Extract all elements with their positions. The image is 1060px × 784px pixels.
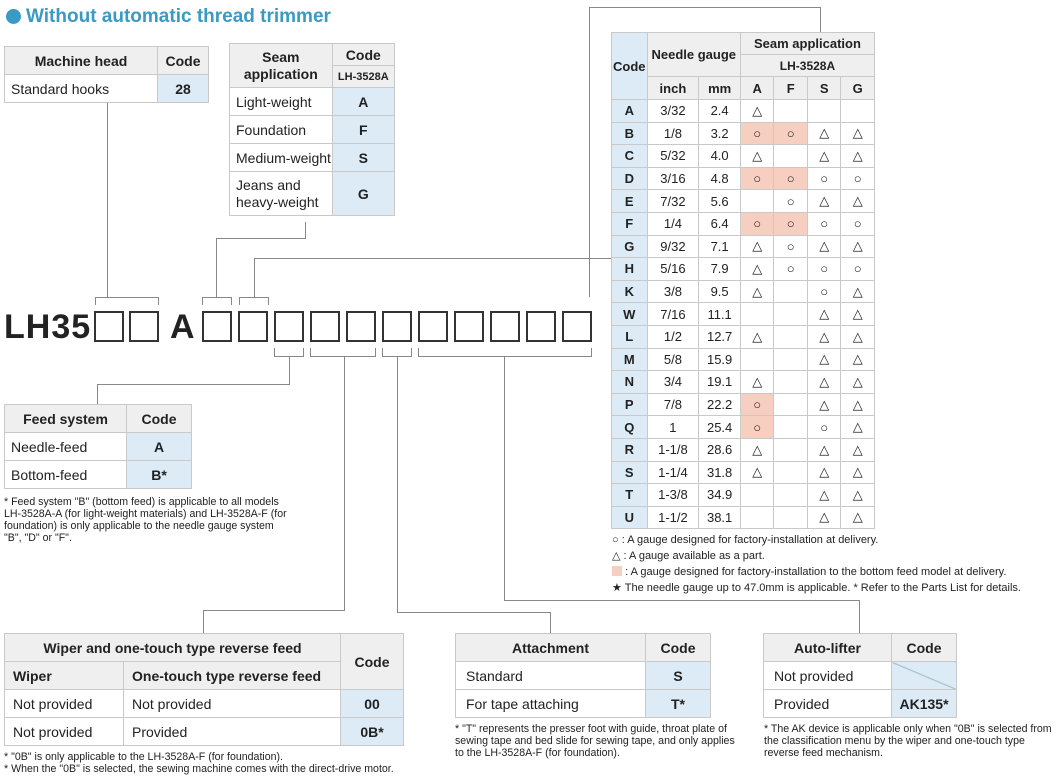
legend-text: : A gauge designed for factory-installation at delivery.: [621, 534, 879, 546]
gauge-mark-A: [740, 190, 774, 213]
gauge-mark-G: △: [841, 348, 875, 371]
gauge-row: [612, 100, 875, 123]
gauge-mark-A: ○: [740, 167, 774, 190]
connector: [158, 297, 159, 305]
gauge-mark-F: ○: [774, 167, 808, 190]
gauge-mark-F: ○: [774, 258, 808, 281]
gauge-mark-A: △: [740, 438, 774, 461]
machine-head-header: Machine head: [5, 47, 158, 75]
gauge-mark-S: △: [807, 303, 841, 326]
gauge-mm: 25.4: [699, 416, 741, 439]
code-box: [274, 311, 304, 342]
connector: [504, 600, 860, 601]
autolifter-label: Not provided: [764, 662, 892, 690]
attachment-header: Attachment: [456, 634, 646, 662]
gauge-row: [612, 145, 875, 168]
gauge-inch: 1: [647, 416, 699, 439]
gauge-row: [612, 416, 875, 439]
gauge-code: D: [612, 167, 648, 190]
gauge-mark-S: △: [807, 190, 841, 213]
connector: [203, 610, 345, 611]
seam-code: G: [332, 172, 394, 216]
gauge-mark-G: △: [841, 461, 875, 484]
feed-label: Needle-feed: [5, 433, 127, 461]
bullet-icon: [6, 9, 21, 24]
seam-code: A: [332, 88, 394, 116]
connector: [216, 238, 217, 297]
unit-mm: mm: [699, 77, 741, 100]
gauge-mm: 6.4: [699, 212, 741, 235]
gauge-mm: 31.8: [699, 461, 741, 484]
gauge-mark-G: △: [841, 438, 875, 461]
gauge-mark-S: ○: [807, 416, 841, 439]
gauge-mark-S: △: [807, 393, 841, 416]
gauge-mm: 19.1: [699, 371, 741, 394]
wiper-note: * "0B" is only applicable to the LH-3528A-F (for foundation).: [4, 751, 283, 763]
gauge-mm: 34.9: [699, 484, 741, 507]
gauge-code: H: [612, 258, 648, 281]
gauge-mark-S: [807, 100, 841, 123]
connector: [202, 297, 203, 305]
gauge-mark-S: ○: [807, 212, 841, 235]
legend-item: [612, 564, 1052, 580]
wiper-col: Wiper: [5, 662, 124, 690]
seam-code: S: [332, 144, 394, 172]
gauge-mark-S: △: [807, 438, 841, 461]
gauge-inch: 7/8: [647, 393, 699, 416]
seam-label: Medium-weight: [230, 144, 333, 172]
gauge-mark-S: △: [807, 461, 841, 484]
connector: [411, 348, 412, 356]
gauge-mm: 12.7: [699, 325, 741, 348]
gauge-code: Q: [612, 416, 648, 439]
gauge-mark-S: △: [807, 145, 841, 168]
page-title: [6, 6, 331, 28]
connector: [239, 297, 240, 305]
gauge-mark-A: ○: [740, 212, 774, 235]
gauge-inch: 1-1/4: [647, 461, 699, 484]
gauge-mark-F: [774, 416, 808, 439]
code-header: Code: [127, 405, 192, 433]
code-header: Code: [341, 634, 404, 690]
attachment-label: For tape attaching: [456, 690, 646, 718]
autolifter-code-empty: [892, 662, 957, 690]
feed-code: B*: [127, 461, 192, 489]
gauge-code: M: [612, 348, 648, 371]
gauge-mark-G: △: [841, 122, 875, 145]
gauge-mark-A: [740, 303, 774, 326]
gauge-code: T: [612, 484, 648, 507]
gauge-code: G: [612, 235, 648, 258]
gauge-mark-A: △: [740, 325, 774, 348]
gauge-mark-G: △: [841, 506, 875, 529]
col-S: S: [807, 77, 841, 100]
seam-label: Jeans and heavy-weight: [230, 172, 333, 216]
connector: [310, 356, 376, 357]
gauge-mm: 3.2: [699, 122, 741, 145]
gauge-code: F: [612, 212, 648, 235]
gauge-mark-F: [774, 145, 808, 168]
connector: [820, 7, 821, 32]
gauge-code: N: [612, 371, 648, 394]
connector: [239, 297, 269, 298]
gauge-row: [612, 325, 875, 348]
gauge-code-header: Code: [612, 33, 648, 100]
star-icon: ★: [612, 582, 622, 594]
gauge-mark-F: [774, 438, 808, 461]
connector: [254, 258, 611, 259]
gauge-mark-S: △: [807, 348, 841, 371]
code-box: [94, 311, 124, 342]
gauge-inch: 1/2: [647, 325, 699, 348]
gauge-mark-A: △: [740, 145, 774, 168]
gauge-mark-G: ○: [841, 167, 875, 190]
gauge-mark-G: △: [841, 303, 875, 326]
connector: [589, 7, 590, 297]
gauge-mark-A: ○: [740, 122, 774, 145]
code-header: Code: [332, 44, 394, 66]
gauge-code: R: [612, 438, 648, 461]
gauge-mark-S: △: [807, 371, 841, 394]
code-box: [418, 311, 448, 342]
model-letter: A: [170, 308, 195, 346]
gauge-row: [612, 506, 875, 529]
gauge-inch: 9/32: [647, 235, 699, 258]
connector: [344, 356, 345, 610]
gauge-mm: 22.2: [699, 393, 741, 416]
feed-header: Feed system: [5, 405, 127, 433]
gauge-mm: 4.8: [699, 167, 741, 190]
gauge-mark-F: [774, 461, 808, 484]
gauge-mark-A: △: [740, 258, 774, 281]
col-G: G: [841, 77, 875, 100]
seam-application-table: [229, 43, 395, 216]
wiper-code: 0B*: [341, 718, 404, 746]
seam-code: F: [332, 116, 394, 144]
gauge-row: [612, 212, 875, 235]
gauge-inch: 1/8: [647, 122, 699, 145]
gauge-mark-S: △: [807, 235, 841, 258]
seam-label: Light-weight: [230, 88, 333, 116]
connector: [310, 348, 311, 356]
gauge-mark-A: △: [740, 100, 774, 123]
legend-text: The needle gauge up to 47.0mm is applicable. * Refer to the Parts List for details.: [624, 582, 1021, 594]
gauge-mark-F: [774, 303, 808, 326]
gauge-mm: 9.5: [699, 280, 741, 303]
connector: [268, 297, 269, 305]
gauge-mark-G: △: [841, 371, 875, 394]
gauge-inch: 1/4: [647, 212, 699, 235]
gauge-inch: 3/4: [647, 371, 699, 394]
feed-label: Bottom-feed: [5, 461, 127, 489]
gauge-mark-F: ○: [774, 212, 808, 235]
connector: [589, 7, 821, 8]
connector: [375, 348, 376, 356]
gauge-row: [612, 393, 875, 416]
code-box: [129, 311, 159, 342]
gauge-legend: [612, 532, 1052, 596]
attachment-table: [455, 633, 711, 718]
gauge-mm: 11.1: [699, 303, 741, 326]
wiper-value: Not provided: [5, 718, 124, 746]
gauge-mm: 38.1: [699, 506, 741, 529]
connector: [274, 348, 275, 356]
gauge-inch: 5/32: [647, 145, 699, 168]
gauge-code: C: [612, 145, 648, 168]
gauge-seam-header: Seam application: [740, 33, 874, 55]
gauge-code: U: [612, 506, 648, 529]
connector: [382, 348, 383, 356]
gauge-mm: 5.6: [699, 190, 741, 213]
gauge-mark-F: [774, 371, 808, 394]
connector: [418, 348, 419, 356]
gauge-mm: 15.9: [699, 348, 741, 371]
gauge-mark-S: ○: [807, 258, 841, 281]
gauge-code: L: [612, 325, 648, 348]
connector: [203, 610, 204, 633]
gauge-row: [612, 122, 875, 145]
gauge-mark-A: [740, 506, 774, 529]
gauge-mark-G: △: [841, 325, 875, 348]
gauge-mark-A: ○: [740, 393, 774, 416]
gauge-inch: 3/16: [647, 167, 699, 190]
gauge-code: P: [612, 393, 648, 416]
gauge-mark-S: △: [807, 325, 841, 348]
gauge-model: LH-3528A: [740, 55, 874, 77]
autolifter-label: Provided: [764, 690, 892, 718]
connector: [591, 348, 592, 356]
gauge-mark-F: [774, 348, 808, 371]
wiper-table: [4, 633, 404, 746]
attachment-code: S: [646, 662, 711, 690]
legend-item: [612, 532, 1052, 548]
machine-head-table: [4, 46, 209, 103]
reverse-value: Not provided: [124, 690, 341, 718]
col-A: A: [740, 77, 774, 100]
connector: [303, 348, 304, 356]
gauge-mark-G: △: [841, 145, 875, 168]
gauge-mark-A: [740, 484, 774, 507]
wiper-value: Not provided: [5, 690, 124, 718]
feed-code: A: [127, 433, 192, 461]
gauge-mark-S: △: [807, 506, 841, 529]
gauge-inch: 7/16: [647, 303, 699, 326]
code-box: [238, 311, 268, 342]
code-box: [562, 311, 592, 342]
connector: [289, 356, 290, 384]
gauge-mark-S: △: [807, 484, 841, 507]
connector: [95, 297, 159, 298]
gauge-mark-G: △: [841, 393, 875, 416]
gauge-code: S: [612, 461, 648, 484]
connector: [397, 612, 551, 613]
gauge-mm: 28.6: [699, 438, 741, 461]
gauge-mark-F: [774, 325, 808, 348]
code-box: [490, 311, 520, 342]
reverse-col: One-touch type reverse feed: [124, 662, 341, 690]
connector: [216, 238, 306, 239]
gauge-mark-G: △: [841, 280, 875, 303]
gauge-mark-F: [774, 280, 808, 303]
gauge-mark-F: ○: [774, 190, 808, 213]
gauge-inch: 7/32: [647, 190, 699, 213]
wiper-note: * When the "0B" is selected, the sewing machine comes with the direct-drive motor.: [4, 763, 394, 775]
connector: [97, 384, 98, 404]
gauge-mark-S: ○: [807, 167, 841, 190]
autolifter-code: AK135*: [892, 690, 957, 718]
connector: [305, 222, 306, 238]
code-header: Code: [892, 634, 957, 662]
legend-item: [612, 548, 1052, 564]
code-header: Code: [158, 47, 209, 75]
gauge-row: [612, 348, 875, 371]
unit-inch: inch: [647, 77, 699, 100]
attachment-label: Standard: [456, 662, 646, 690]
code-box: [454, 311, 484, 342]
seam-model: LH-3528A: [332, 66, 394, 88]
gauge-mark-F: [774, 393, 808, 416]
gauge-code: A: [612, 100, 648, 123]
model-prefix: LH35: [4, 308, 92, 346]
gauge-mm: 7.9: [699, 258, 741, 281]
code-box: [346, 311, 376, 342]
gauge-mark-S: ○: [807, 280, 841, 303]
gauge-inch: 1-1/8: [647, 438, 699, 461]
needle-gauge-table: [611, 32, 875, 529]
code-box: [310, 311, 340, 342]
gauge-row: [612, 258, 875, 281]
gauge-mark-A: △: [740, 235, 774, 258]
circle-icon: ○: [612, 534, 619, 546]
gauge-mark-G: ○: [841, 258, 875, 281]
gauge-inch: 5/8: [647, 348, 699, 371]
gauge-code: W: [612, 303, 648, 326]
connector: [418, 356, 592, 357]
feed-system-table: [4, 404, 192, 489]
code-box: [202, 311, 232, 342]
gauge-inch: 3/32: [647, 100, 699, 123]
gauge-row: [612, 461, 875, 484]
feed-note: * Feed system "B" (bottom feed) is applicable to all models LH-3528A-A (for light-weight materials) and LH-3528A-F (for foundation) is only applicable to the needle gauge system "B", "D" or "F".: [4, 496, 287, 544]
wiper-notes: [4, 751, 464, 775]
col-F: F: [774, 77, 808, 100]
gauge-mark-F: [774, 506, 808, 529]
needle-gauge-header: Needle gauge: [647, 33, 740, 77]
legend-text: : A gauge designed for factory-installation to the bottom feed model at delivery.: [625, 566, 1007, 578]
gauge-mm: 2.4: [699, 100, 741, 123]
gauge-code: B: [612, 122, 648, 145]
reverse-value: Provided: [124, 718, 341, 746]
gauge-mark-A: △: [740, 461, 774, 484]
connector: [859, 600, 860, 633]
gauge-mark-G: △: [841, 416, 875, 439]
gauge-mark-A: △: [740, 371, 774, 394]
gauge-inch: 1-3/8: [647, 484, 699, 507]
gauge-row: [612, 303, 875, 326]
attachment-code: T*: [646, 690, 711, 718]
autolifter-header: Auto-lifter: [764, 634, 892, 662]
machine-head-label: Standard hooks: [5, 75, 158, 103]
gauge-code: E: [612, 190, 648, 213]
connector: [231, 297, 232, 305]
title-text: Without automatic thread trimmer: [26, 6, 331, 27]
connector: [97, 384, 290, 385]
gauge-mark-G: △: [841, 235, 875, 258]
autolifter-table: [763, 633, 957, 718]
code-header: Code: [646, 634, 711, 662]
gauge-inch: 3/8: [647, 280, 699, 303]
connector: [550, 612, 551, 633]
machine-head-code: 28: [158, 75, 209, 103]
gauge-row: [612, 167, 875, 190]
gauge-row: [612, 190, 875, 213]
gauge-mark-G: ○: [841, 212, 875, 235]
gauge-row: [612, 484, 875, 507]
gauge-code: K: [612, 280, 648, 303]
gauge-mark-F: ○: [774, 122, 808, 145]
connector: [95, 297, 96, 305]
connector: [202, 297, 232, 298]
code-box: [526, 311, 556, 342]
seam-header: Seam application: [230, 44, 333, 88]
gauge-mark-F: [774, 484, 808, 507]
gauge-mark-A: △: [740, 280, 774, 303]
gauge-inch: 5/16: [647, 258, 699, 281]
connector: [254, 258, 255, 297]
attachment-note: * "T" represents the presser foot with guide, throat plate of sewing tape and bed slide for sewing tape, and only applies to the LH-3528A-F (for foundation).: [455, 723, 735, 759]
wiper-header: Wiper and one-touch type reverse feed: [5, 634, 341, 662]
gauge-mark-G: △: [841, 190, 875, 213]
connector: [397, 356, 398, 612]
gauge-mark-A: ○: [740, 416, 774, 439]
gauge-mark-F: [774, 100, 808, 123]
gauge-row: [612, 280, 875, 303]
gauge-mm: 4.0: [699, 145, 741, 168]
connector: [504, 356, 505, 600]
gauge-mark-S: △: [807, 122, 841, 145]
gauge-inch: 1-1/2: [647, 506, 699, 529]
pink-square-icon: [612, 566, 622, 576]
seam-label: Foundation: [230, 116, 333, 144]
autolifter-note: * The AK device is applicable only when "0B" is selected from the classification menu by the wiper and one-touch type reverse feed mechanism.: [764, 723, 1052, 759]
gauge-mark-G: [841, 100, 875, 123]
gauge-mark-A: [740, 348, 774, 371]
triangle-icon: △: [612, 550, 621, 562]
gauge-row: [612, 438, 875, 461]
code-box: [382, 311, 412, 342]
legend-item: [612, 580, 1052, 596]
gauge-row: [612, 371, 875, 394]
gauge-mm: 7.1: [699, 235, 741, 258]
wiper-code: 00: [341, 690, 404, 718]
gauge-row: [612, 235, 875, 258]
connector: [107, 102, 108, 297]
gauge-mark-F: ○: [774, 235, 808, 258]
gauge-mark-G: △: [841, 484, 875, 507]
legend-text: : A gauge available as a part.: [623, 550, 765, 562]
